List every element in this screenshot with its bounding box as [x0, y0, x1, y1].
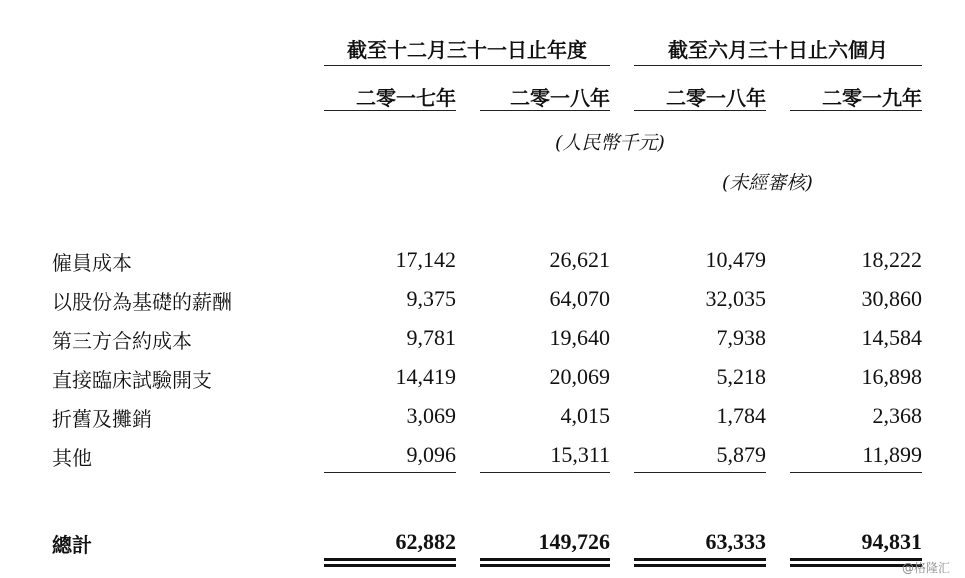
row-value: 30,860	[861, 286, 922, 311]
total-value: 94,831	[861, 529, 922, 554]
row-value: 9,375	[406, 286, 456, 311]
row-value: 14,419	[395, 364, 456, 389]
total-value: 63,333	[705, 529, 766, 554]
row-value: 15,311	[550, 442, 610, 467]
year-header-2: 二零一八年	[510, 86, 610, 110]
total-double-rule-1a	[324, 558, 456, 561]
row-value: 17,142	[395, 247, 456, 272]
row-value: 5,879	[716, 442, 766, 467]
header-group-annual-rule	[324, 65, 610, 66]
unit-label: (人民幣千元)	[555, 132, 665, 154]
row-value: 5,218	[716, 364, 766, 389]
year-rule-2	[480, 110, 610, 111]
year-header-1: 二零一七年	[356, 86, 456, 110]
row-value: 2,368	[872, 403, 922, 428]
year-header-3: 二零一八年	[666, 86, 766, 110]
watermark: @格隆汇	[902, 561, 951, 575]
header-group-annual: 截至十二月三十一日止年度	[347, 38, 587, 62]
row-value: 1,784	[716, 403, 766, 428]
total-value: 149,726	[538, 529, 610, 554]
total-double-rule-1b	[324, 564, 456, 567]
row-value: 16,898	[861, 364, 922, 389]
row-label: 折舊及攤銷	[52, 407, 152, 431]
row-value: 26,621	[549, 247, 610, 272]
year-rule-3	[634, 110, 766, 111]
row-value: 32,035	[705, 286, 766, 311]
row-value: 19,640	[549, 325, 610, 350]
header-group-sixmonth: 截至六月三十日止六個月	[668, 38, 888, 62]
row-label: 僱員成本	[52, 251, 132, 275]
row-value: 7,938	[716, 325, 766, 350]
subtotal-rule-4	[790, 472, 922, 473]
header-group-sixmonth-rule	[634, 65, 922, 66]
row-label: 以股份為基礎的薪酬	[52, 290, 232, 314]
year-rule-1	[324, 110, 456, 111]
subtotal-rule-1	[324, 472, 456, 473]
total-double-rule-2b	[480, 564, 610, 567]
row-value: 20,069	[549, 364, 610, 389]
row-value: 14,584	[861, 325, 922, 350]
unaudited-label: (未經審核)	[722, 172, 813, 194]
row-value: 10,479	[705, 247, 766, 272]
row-value: 11,899	[862, 442, 922, 467]
total-value: 62,882	[395, 529, 456, 554]
row-label: 其他	[52, 446, 92, 470]
year-rule-4	[790, 110, 922, 111]
row-value: 4,015	[560, 403, 610, 428]
row-value: 9,096	[406, 442, 456, 467]
row-value: 9,781	[406, 325, 456, 350]
row-value: 18,222	[861, 247, 922, 272]
row-label: 直接臨床試驗開支	[52, 368, 212, 392]
year-header-4: 二零一九年	[822, 86, 922, 110]
row-value: 3,069	[406, 403, 456, 428]
row-label: 第三方合約成本	[52, 329, 192, 353]
row-value: 64,070	[549, 286, 610, 311]
total-double-rule-2a	[480, 558, 610, 561]
total-label: 總計	[52, 533, 92, 557]
total-double-rule-3b	[634, 564, 766, 567]
subtotal-rule-2	[480, 472, 610, 473]
subtotal-rule-3	[634, 472, 766, 473]
total-double-rule-3a	[634, 558, 766, 561]
